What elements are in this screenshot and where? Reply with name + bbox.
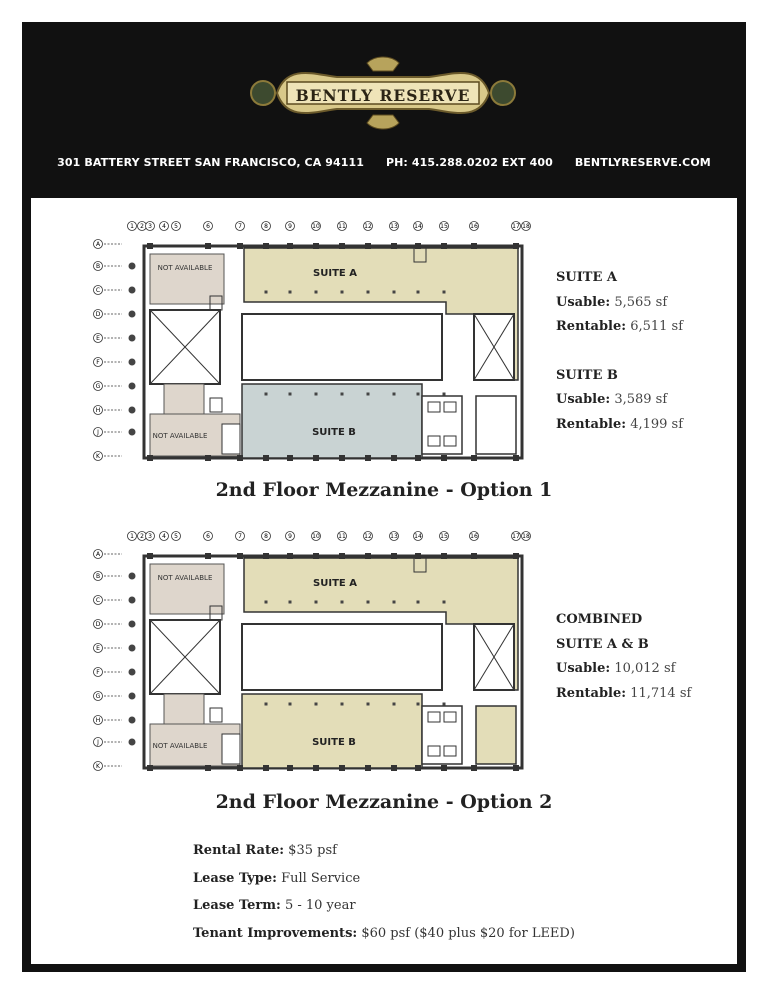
option-1-suite-info [556, 266, 683, 437]
row-marker-label: E [96, 335, 100, 342]
column-marker-label: 16 [470, 223, 478, 230]
address-text: 301 BATTERY STREET SAN FRANCISCO, CA 94111 [57, 156, 365, 169]
column-marker-label: 10 [312, 223, 320, 230]
rental-rate-label: Rental Rate: [193, 843, 285, 858]
floor-plan-option-2 [92, 528, 540, 778]
perimeter-pier [287, 553, 293, 559]
column-marker-label: 16 [470, 533, 478, 540]
column-marker-label: 18 [522, 223, 530, 230]
exterior-column [129, 693, 136, 700]
perimeter-pier [313, 243, 319, 249]
perimeter-pier [391, 243, 397, 249]
bently-reserve-logo [247, 55, 519, 131]
structural-column [393, 393, 396, 396]
plan-2-caption: 2nd Floor Mezzanine - Option 2 [215, 791, 553, 813]
lease-type-label: Lease Type: [193, 870, 277, 886]
column-marker-label: 4 [162, 533, 166, 540]
not-available-top-label: NOT AVAILABLE [157, 574, 213, 582]
column-marker-label: 10 [312, 533, 320, 540]
suite-a-label: SUITE A [313, 268, 357, 279]
structural-column [289, 291, 292, 294]
column-marker-label: 17 [512, 533, 520, 540]
exterior-column [129, 335, 136, 342]
structural-column [315, 291, 318, 294]
suite-a-usable-label: Usable: [556, 294, 611, 310]
column-marker-label: 5 [174, 533, 178, 540]
lease-term-value: 5 - 10 year [284, 898, 356, 913]
exterior-column [129, 311, 136, 318]
plan-1-caption: 2nd Floor Mezzanine - Option 1 [215, 479, 553, 501]
row-marker-label: B [95, 263, 101, 270]
suite-a-rentable-value: 6,511 sf [630, 319, 684, 334]
suite-b-usable-label: Usable: [556, 392, 611, 407]
structural-column [265, 393, 268, 396]
row-marker-label: C [95, 287, 101, 294]
structural-column [443, 393, 446, 396]
column-marker-label: 9 [288, 533, 292, 540]
column-marker-label: 2 [140, 533, 144, 540]
perimeter-pier [391, 553, 397, 559]
column-marker-label: 1 [130, 533, 134, 540]
perimeter-pier [339, 765, 345, 771]
perimeter-pier [237, 243, 243, 249]
column-marker-label: 8 [264, 533, 268, 540]
exterior-column [129, 621, 136, 628]
floor-plan-2-drawing [92, 528, 540, 778]
row-marker-label: J [97, 429, 99, 436]
structural-column [341, 703, 344, 706]
perimeter-pier [441, 553, 447, 559]
structural-column [367, 393, 370, 396]
suite-b-title: SUITE B [556, 367, 618, 383]
row-marker-label: A [95, 241, 101, 248]
structural-column [417, 601, 420, 604]
structural-column [341, 291, 344, 294]
combined-title-line2: SUITE A & B [556, 636, 649, 652]
combined-title-line1: COMBINED [556, 612, 643, 627]
suite-b-rentable-label: Rentable: [556, 416, 627, 432]
perimeter-pier [339, 553, 345, 559]
perimeter-pier [513, 455, 519, 461]
structural-column [265, 601, 268, 604]
tenant-improvements-label: Tenant Improvements: [193, 925, 358, 941]
structural-column [417, 291, 420, 294]
row-marker-label: G [95, 693, 101, 700]
not-available-top-label: NOT AVAILABLE [157, 264, 213, 272]
structural-column [443, 703, 446, 706]
suite-a-rentable-label: Rentable: [556, 319, 627, 334]
logo-text: BENTLY RESERVE [295, 86, 471, 105]
website-link[interactable]: BENTLYRESERVE.COM [574, 156, 711, 169]
column-marker-label: 4 [162, 223, 166, 230]
exterior-column [129, 383, 136, 390]
column-marker-label: 14 [414, 223, 422, 230]
perimeter-pier [513, 243, 519, 249]
column-marker-label: 6 [206, 533, 210, 540]
row-marker-label: K [96, 453, 100, 460]
phone-text: PH: 415.288.0202 EXT 400 [385, 156, 553, 169]
row-marker-label: D [95, 621, 101, 628]
combined-rentable-label: Rentable: [556, 685, 627, 701]
column-marker-label: 9 [288, 223, 292, 230]
structural-column [315, 601, 318, 604]
column-marker-label: 5 [174, 223, 178, 230]
perimeter-pier [441, 455, 447, 461]
structural-column [443, 291, 446, 294]
perimeter-pier [415, 243, 421, 249]
structural-column [367, 703, 370, 706]
perimeter-pier [263, 553, 269, 559]
perimeter-pier [513, 553, 519, 559]
column-marker-label: 1 [130, 223, 134, 230]
perimeter-pier [313, 455, 319, 461]
perimeter-pier [205, 553, 211, 559]
not-available-bottom-label: NOT AVAILABLE [152, 742, 208, 750]
exterior-column [129, 597, 136, 604]
structural-column [315, 703, 318, 706]
column-marker-label: 12 [364, 533, 372, 540]
perimeter-pier [471, 553, 477, 559]
row-marker-label: H [95, 717, 101, 724]
perimeter-pier [365, 243, 371, 249]
exterior-column [129, 573, 136, 580]
structural-column [393, 703, 396, 706]
perimeter-pier [415, 765, 421, 771]
column-marker-label: 7 [238, 223, 242, 230]
lease-term-label: Lease Term: [193, 898, 281, 913]
perimeter-pier [513, 765, 519, 771]
perimeter-pier [263, 243, 269, 249]
exterior-column [129, 669, 136, 676]
header-contact-bar [0, 156, 768, 169]
structural-column [265, 703, 268, 706]
perimeter-pier [391, 455, 397, 461]
row-marker-label: C [95, 597, 101, 604]
tenant-improvements-value: $60 psf ($40 plus $20 for LEED) [361, 925, 575, 941]
perimeter-pier [313, 553, 319, 559]
perimeter-pier [415, 455, 421, 461]
row-marker-label: D [95, 311, 101, 318]
row-marker-label: F [96, 359, 100, 366]
perimeter-pier [237, 553, 243, 559]
floor-plan-option-1 [92, 218, 540, 468]
structural-column [289, 393, 292, 396]
perimeter-pier [339, 455, 345, 461]
option-2-suite-info [556, 608, 691, 706]
column-marker-label: 3 [148, 533, 152, 540]
column-marker-label: 13 [390, 533, 398, 540]
column-marker-label: 13 [390, 223, 398, 230]
structural-column [393, 601, 396, 604]
perimeter-pier [205, 455, 211, 461]
perimeter-pier [441, 243, 447, 249]
structural-column [341, 601, 344, 604]
column-marker-label: 14 [414, 533, 422, 540]
perimeter-pier [287, 455, 293, 461]
not-available-bottom-label: NOT AVAILABLE [152, 432, 208, 440]
perimeter-pier [365, 765, 371, 771]
exterior-column [129, 645, 136, 652]
perimeter-pier [471, 765, 477, 771]
exterior-column [129, 429, 136, 436]
column-marker-label: 2 [140, 223, 144, 230]
perimeter-pier [441, 765, 447, 771]
perimeter-pier [147, 243, 153, 249]
structural-column [315, 393, 318, 396]
column-marker-label: 11 [338, 533, 346, 540]
suite-b-usable-value: 3,589 sf [614, 392, 668, 407]
column-marker-label: 15 [440, 223, 448, 230]
structural-column [367, 601, 370, 604]
perimeter-pier [313, 765, 319, 771]
column-marker-label: 12 [364, 223, 372, 230]
column-marker-label: 17 [512, 223, 520, 230]
structural-column [417, 393, 420, 396]
combined-usable-label: Usable: [556, 661, 611, 676]
exterior-column [129, 717, 136, 724]
perimeter-pier [237, 455, 243, 461]
perimeter-pier [263, 455, 269, 461]
exterior-column [129, 287, 136, 294]
suite-a-label: SUITE A [313, 578, 357, 589]
column-marker-label: 11 [338, 223, 346, 230]
perimeter-pier [415, 553, 421, 559]
perimeter-pier [365, 455, 371, 461]
perimeter-pier [205, 243, 211, 249]
exterior-column [129, 359, 136, 366]
column-marker-label: 18 [522, 533, 530, 540]
rental-rate-value: $35 psf [288, 843, 337, 858]
perimeter-pier [237, 765, 243, 771]
structural-column [341, 393, 344, 396]
perimeter-pier [471, 455, 477, 461]
lease-type-value: Full Service [281, 870, 361, 886]
perimeter-pier [471, 243, 477, 249]
floor-plan-1-drawing [92, 218, 540, 468]
structural-column [265, 291, 268, 294]
perimeter-pier [339, 243, 345, 249]
structural-column [393, 291, 396, 294]
exterior-column [129, 407, 136, 414]
suite-a-title: SUITE A [556, 270, 618, 285]
column-marker-label: 8 [264, 223, 268, 230]
suite-a-usable-value: 5,565 sf [614, 294, 668, 310]
suite-b-label: SUITE B [312, 427, 356, 438]
structural-column [443, 601, 446, 604]
perimeter-pier [147, 553, 153, 559]
structural-column [417, 703, 420, 706]
row-marker-label: G [95, 383, 101, 390]
suite-b-label: SUITE B [312, 737, 356, 748]
row-marker-label: J [97, 739, 99, 746]
row-marker-label: F [96, 669, 100, 676]
row-marker-label: A [95, 551, 101, 558]
column-marker-label: 7 [238, 533, 242, 540]
perimeter-pier [263, 765, 269, 771]
exterior-column [129, 263, 136, 270]
perimeter-pier [287, 765, 293, 771]
perimeter-pier [391, 765, 397, 771]
perimeter-pier [205, 765, 211, 771]
exterior-column [129, 739, 136, 746]
perimeter-pier [365, 553, 371, 559]
suite-b-rentable-value: 4,199 sf [630, 416, 684, 432]
lease-terms [193, 837, 575, 947]
column-marker-label: 6 [206, 223, 210, 230]
combined-rentable-value: 11,714 sf [630, 685, 692, 701]
row-marker-label: B [95, 573, 101, 580]
row-marker-label: E [96, 645, 100, 652]
structural-column [289, 703, 292, 706]
structural-column [367, 291, 370, 294]
row-marker-label: H [95, 407, 101, 414]
column-marker-label: 15 [440, 533, 448, 540]
structural-column [289, 601, 292, 604]
perimeter-pier [147, 455, 153, 461]
perimeter-pier [147, 765, 153, 771]
combined-usable-value: 10,012 sf [614, 661, 676, 676]
column-marker-label: 3 [148, 223, 152, 230]
perimeter-pier [287, 243, 293, 249]
row-marker-label: K [96, 763, 100, 770]
